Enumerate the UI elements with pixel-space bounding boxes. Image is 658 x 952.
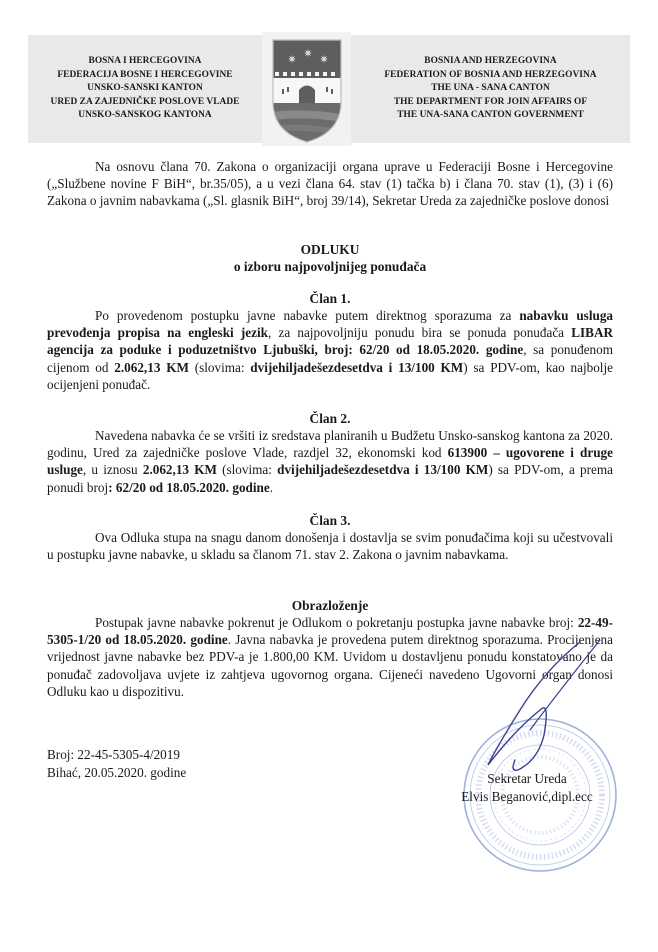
article-1-heading: Član 1. [309, 291, 351, 306]
header-left-line: BOSNA I HERCEGOVINA [88, 56, 202, 67]
svg-text:✷: ✷ [319, 53, 329, 66]
document-number: Broj: 22-45-5305-4/2019 [47, 747, 180, 762]
reasoning-decision-ref: 22-49-5305-1/20 od 18.05.2020. godine [47, 615, 613, 648]
header-right-line: FEDERATION OF BOSNIA AND HERZEGOVINA [384, 69, 597, 80]
article-1-paragraph [47, 307, 613, 393]
article-2-heading: Član 2. [309, 411, 351, 426]
article-3-heading: Član 3. [309, 513, 351, 528]
header-right-block [351, 35, 630, 143]
article-1-text: ) sa PDV-om, kao najbolje ocijenjeni ponuđač. [47, 359, 613, 392]
header-right-line: THE UNA - SANA CANTON [431, 83, 550, 94]
article-2-economic-code: 613900 – ugovorene i druge usluge [47, 445, 613, 478]
header-left-line: URED ZA ZAJEDNIČKE POSLOVE VLADE [50, 96, 240, 107]
header-left-line: UNSKO-SANSKOG KANTONA [78, 110, 212, 121]
article-1-bidder: LIBAR agencija za poduke i poduzetništvo Ljubuški, broj: 62/20 od 18.05.2020. godine [47, 325, 614, 358]
header-left-line: FEDERACIJA BOSNE I HERCEGOVINE [57, 69, 233, 80]
article-2-amount: 2.062,13 KM [142, 462, 217, 478]
header-right-line: BOSNIA AND HERZEGOVINA [424, 56, 557, 67]
article-2-paragraph [47, 427, 613, 496]
article-1-text: (slovima: [188, 359, 251, 375]
header-right-line: THE DEPARTMENT FOR JOIN AFFAIRS OF [393, 96, 588, 107]
decision-subtitle: o izboru najpovoljnijeg ponuđača [233, 259, 427, 274]
article-1-amount: 2.062,13 KM [114, 359, 189, 375]
footer-reference [47, 746, 186, 782]
article-3-text: Ova Odluka stupa na snagu danom donošenja i dostavlja se svim ponuđačima koji su učestvovali u postupku javne nabavke, u skladu sa članom 71. stav 2. Zakona o javnim nabavkama. [47, 530, 613, 563]
article-1-service: nabavku usluga prevođenja propisa na engleski jezik [47, 308, 614, 341]
article-1-text: , za najpovoljniju ponudu bira se ponuda ponuđača [267, 325, 572, 341]
reasoning-text: . Javna nabavka je provedena putem direktnog sporazuma. Procijenjena vrijednost javne nabavke bez PDV-a je 1.800,00 KM. Uvidom u dostavljenu ponudu konstatovano je da ponuđač zadovoljava uvjete iz zahtjeva ugovornog organa. Cijeneći navedeno Ugovorni organ donosi Odluku kao u dispozitivu. [47, 632, 614, 699]
handwritten-signature-icon [440, 640, 610, 780]
article-2-text: Navedena nabavka će se vršiti iz sredstava planiranih u Budžetu Unsko-sanskog kantona za 2020. godinu, Ured za zajedničke poslove Vlade, razdjel 32, ekonomski kod [47, 428, 613, 461]
signatory-name: Elvis Beganović,dipl.ecc [461, 788, 593, 804]
coat-of-arms-icon [262, 32, 351, 146]
place-date: Bihać, 20.05.2020. godine [47, 765, 187, 780]
article-2-text: (slovima: [216, 462, 278, 478]
article-2-offer-ref: : 62/20 od 18.05.2020. godine [108, 479, 270, 495]
article-1-text: , sa ponuđenom cijenom od [47, 342, 613, 375]
article-3-paragraph [47, 529, 613, 563]
article-2-text: , u iznosu [82, 462, 143, 478]
header-left-block [28, 35, 262, 143]
article-2-text: ) sa PDV-om, a prema ponudi broj [47, 462, 613, 495]
article-1-text: Po provedenom postupku javne nabavke putem direktnog sporazuma za [95, 308, 520, 323]
svg-text:✷: ✷ [287, 53, 297, 66]
header-left-line: UNSKO-SANSKI KANTON [87, 83, 203, 94]
article-2-amount-words: dvijehiljadešezdesetdva i 13/100 KM [277, 462, 489, 478]
preamble-text: Na osnovu člana 70. Zakona o organizaciji organa uprave u Federaciji Bosne i Hercegovine („Službene novine F BiH“, br.35/05), a u vezi člana 64. stav (1) tačka b) i člana 70. stav (1), (3) i (6) Zakona o javnim nabavkama („Sl. glasnik BiH“, broj 39/14), Sekretar Ureda za zajedničke poslove donosi [47, 159, 613, 209]
preamble-paragraph [47, 158, 613, 210]
svg-text:✷: ✷ [303, 47, 313, 60]
signatory-role: Sekretar Ureda [487, 771, 567, 786]
reasoning-text: Postupak javne nabavke pokrenut je Odlukom o pokretanju postupka javne nabavke broj: [95, 615, 578, 630]
article-2-text: . [269, 479, 274, 495]
article-1-amount-words: dvijehiljadešezdesetdva i 13/100 KM [250, 359, 464, 375]
header-right-line: THE UNA-SANA CANTON GOVERNMENT [397, 110, 584, 121]
decision-title: ODLUKU [300, 242, 360, 257]
reasoning-heading: Obrazloženje [291, 598, 369, 613]
